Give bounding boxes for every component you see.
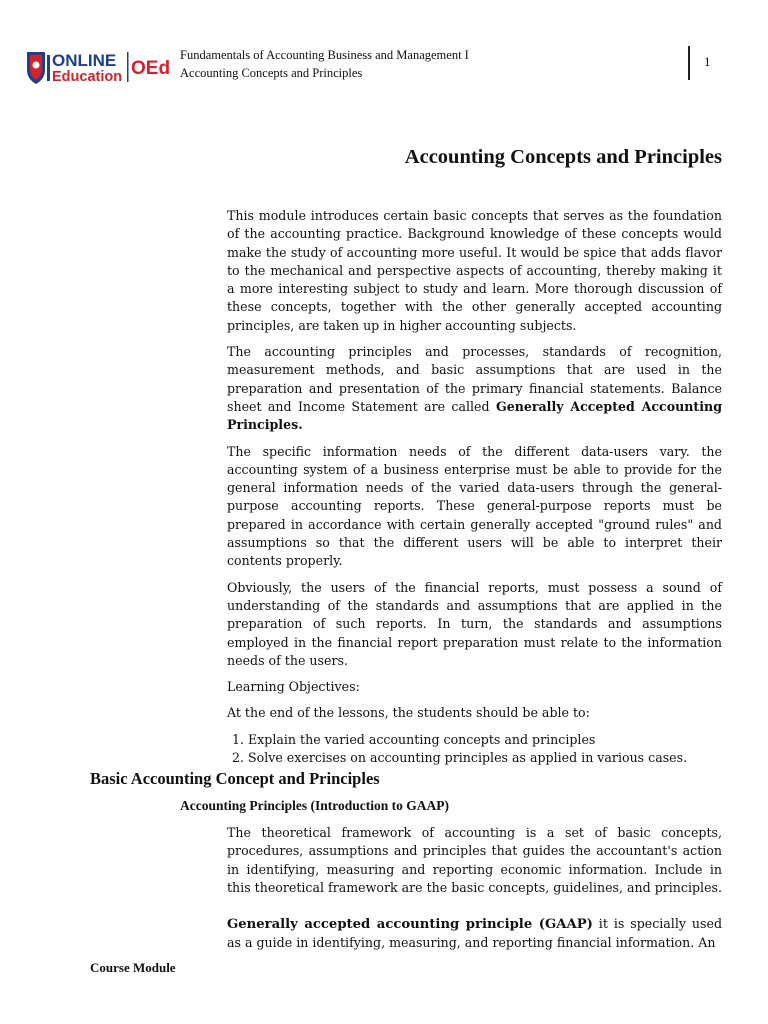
theory-paragraph-1: The theoretical framework of accounting is a set of basic concepts, procedures, assumptions and principles that guides the accountant's action in identifying, measuring and reporting economic information. Include in this theoretical framework are the basic concepts, guidelines, and principles. <box>227 825 722 895</box>
gaap-term-bold: Generally accepted accounting principle (GAAP) <box>227 917 593 933</box>
section-heading: Basic Accounting Concept and Principles <box>90 769 380 788</box>
objective-item: 2. Solve exercises on accounting principles as applied in various cases. <box>248 749 722 767</box>
intro-paragraph-4: Obviously, the users of the financial reports, must possess a sound of understanding of the standards and assumptions that are applied in the preparation of such reports. In turn, the standards and assumptions employed in the financial report preparation must relate to the information needs of the users. <box>227 579 722 668</box>
gaap-definition-text: The accounting principles and processes, standards of recognition, measurement methods, and basic assumptions that are used in the preparation and presentation of the primary financial statements. Balance sheet and Income Statement are called <box>227 344 722 414</box>
module-title: Accounting Concepts and Principles <box>180 66 363 80</box>
header-divider <box>688 46 690 80</box>
page-number: 1 <box>704 54 711 69</box>
header-text <box>180 46 469 82</box>
intro-paragraph-2 <box>227 343 722 434</box>
svg-text:ONLINE: ONLINE <box>52 51 117 70</box>
theory-paragraph-2 <box>227 915 722 953</box>
intro-paragraph-1: This module introduces certain basic concepts that serves as the foundation of the accounting practice. Background knowledge of these concepts would make the study of accounting more useful. It would be spice that adds flavor to the mechanical and perspective aspects of accounting, thereby making it a more interesting subject to study and learn. More thorough discussion of these concepts, together with the other generally accepted accounting principles, are taken up in higher accounting subjects. <box>227 208 722 333</box>
intro-section <box>227 207 722 767</box>
svg-text:OEd: OEd <box>131 58 171 79</box>
online-education-logo <box>24 44 174 88</box>
svg-text:Education: Education <box>52 69 123 85</box>
objective-item: 1. Explain the varied accounting concepts and principles <box>248 731 722 749</box>
objectives-list <box>227 731 722 768</box>
page-footer: Course Module <box>90 960 176 975</box>
learning-objectives-heading: Learning Objectives: <box>227 679 360 695</box>
gaap-term: Generally Accepted Accounting Principles. <box>227 398 722 433</box>
gaap-usage-text: it is specially used as a guide in identifying, measuring, and reporting financial information. An <box>227 916 723 951</box>
course-title: Fundamentals of Accounting Business and Management I <box>180 48 469 62</box>
page-header <box>24 44 744 92</box>
theory-section <box>227 824 722 961</box>
intro-paragraph-3: The specific information needs of the different data-users vary. the accounting system of a business enterprise must be able to provide for the general information needs of the varied data-users through the general-purpose accounting reports. These general-purpose reports must be prepared in accordance with certain generally accepted "ground rules" and assumptions so that the different users will be able to interpret their contents properly. <box>227 443 722 569</box>
section-subheading: Accounting Principles (Introduction to GAAP) <box>180 798 449 813</box>
learning-objectives-lead: At the end of the lessons, the students should be able to: <box>227 705 590 721</box>
page-title: Accounting Concepts and Principles <box>404 146 722 168</box>
